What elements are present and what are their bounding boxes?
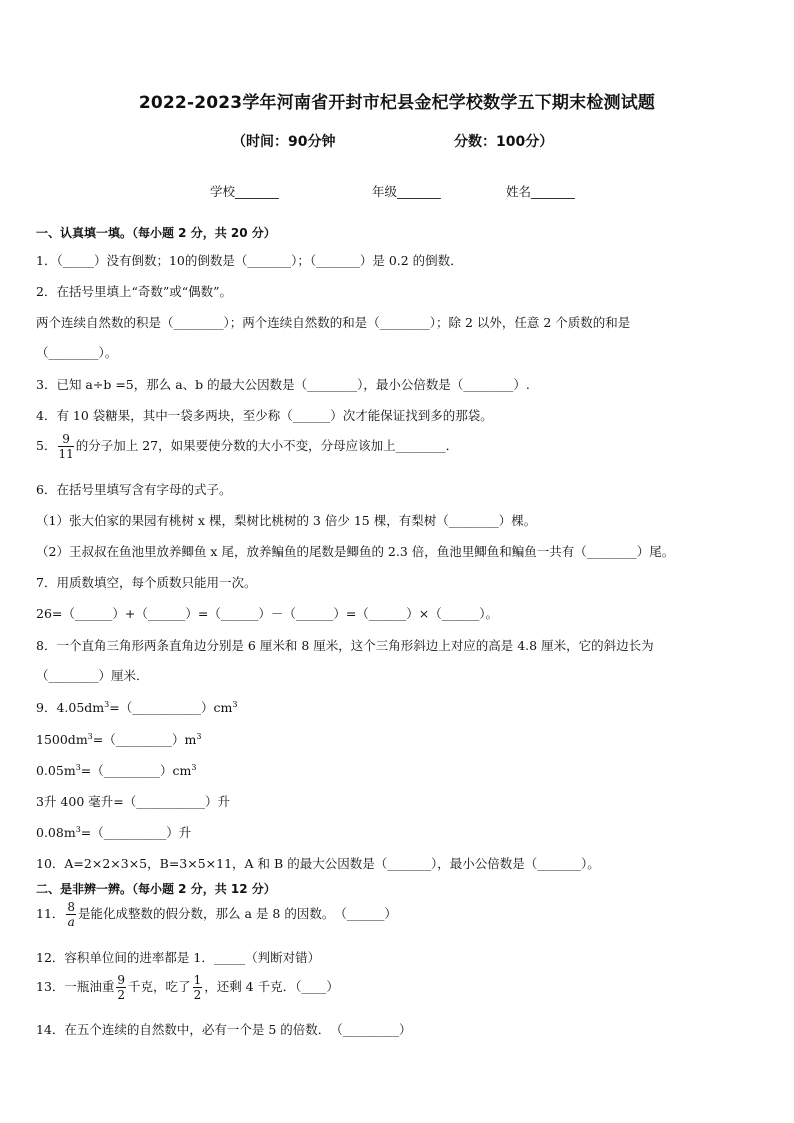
fraction: $\frac{1}{2}$ (193, 973, 202, 1002)
question-9-c: $0.05m^3=(\_\_\_\_\_\_\_\_\_)cm^3$ (36, 762, 197, 778)
score-label: 分数：100分） (454, 134, 554, 150)
question-8: 8．一个直角三角形两条直角边分别是 6 厘米和 8 厘米，这个三角形斜边上对应的高是 4.8 厘米，它的斜边长为 (36, 638, 654, 653)
question-1: 1．（_____）没有倒数；10的倒数是（_______）；（_______）是 0.2 的倒数． (36, 253, 463, 268)
time-label: （时间：90分钟 (232, 134, 336, 150)
question-7-equation: 26=（______）+（______）=（______）－（______）=（______）×（______）。 (36, 606, 499, 621)
question-10: 10．A=2×2×3×5，B=3×5×11，A 和 B 的最大公因数是（_______），最小公倍数是（_______）。 (36, 856, 600, 871)
question-6: 6．在括号里填写含有字母的式子。 (36, 482, 232, 497)
fraction-numerator: 9 (58, 433, 73, 447)
question-2-line-a: 两个连续自然数的积是（________）；两个连续自然数的和是（________）；除 2 以外，任意 2 个质数的和是 (36, 315, 631, 330)
fraction-denominator: 11 (58, 447, 74, 461)
question-2-line-b: （________）。 (36, 345, 118, 360)
question-9-e: $0.08m^3=(\_\_\_\_\_\_\_\_\_\_)$升 (36, 824, 192, 840)
section-1-heading: 一、认真填一填。（每小题 2 分，共 20 分） (36, 226, 276, 240)
question-9-b: $1500dm^3=(\_\_\_\_\_\_\_\_\_)m^3$ (36, 731, 202, 747)
fraction (58, 433, 73, 460)
school-field: 学校_______ (210, 184, 279, 199)
page-title: 2022-2023学年河南省开封市杞县金杞学校数学五下期末检测试题 (138, 93, 656, 113)
question-9-d: 3升 400 毫升=（___________）升 (36, 794, 230, 809)
fraction (66, 901, 76, 928)
fraction: $\frac{9}{2}$ (117, 973, 126, 1002)
question-5 (36, 433, 458, 460)
question-3: 3．已知 a÷b =5，那么 a、b 的最大公因数是（________），最小公倍数是（________）. (36, 377, 530, 392)
question-5-text: 的分子加上 27，如果要使分数的大小不变，分母应该加上________． (75, 438, 459, 453)
question-7: 7．用质数填空，每个质数只能用一次。 (36, 575, 257, 590)
question-12: 12．容积单位间的进率都是 1．_____（判断对错） (36, 950, 321, 965)
question-6-part-2: （2）王叔叔在鱼池里放养鲫鱼 x 尾，放养鳊鱼的尾数是鲫鱼的 2.3 倍，鱼池里鲫鱼和鳊鱼一共有（________）尾。 (36, 544, 675, 559)
question-11-prefix: 11． (36, 906, 65, 921)
question-5-prefix: 5． (36, 438, 57, 453)
grade-field: 年级_______ (372, 184, 441, 199)
name-field: 姓名_______ (506, 184, 575, 199)
fraction-denominator: a (67, 915, 75, 929)
question-6-part-1: （1）张大伯家的果园有桃树 x 棵，梨树比桃树的 3 倍少 15 棵，有梨树（________）棵。 (36, 513, 537, 528)
question-9-a: 9．$4.05dm^3=(\_\_\_\_\_\_\_\_\_\_\_)cm^3$ (36, 699, 238, 715)
question-2: 2．在括号里填上“奇数”或“偶数”。 (36, 284, 233, 299)
question-11 (36, 901, 397, 928)
section-2-heading: 二、是非辨一辨。（每小题 2 分，共 12 分） (36, 882, 276, 896)
question-13: 13．一瓶油重 $\frac{9}{2}$ 千克，吃了 $\frac{1}{2}$ ，还剩 4 千克．（____） (36, 973, 339, 1002)
question-14: 14．在五个连续的自然数中，必有一个是 5 的倍数． （_________） (36, 1022, 412, 1037)
question-8-line-b: （________）厘米． (36, 668, 149, 683)
question-4: 4．有 10 袋糖果，其中一袋多两块，至少称（______）次才能保证找到多的那袋。 (36, 408, 493, 423)
fraction-numerator: 8 (67, 900, 76, 914)
question-11-text: 是能化成整数的假分数，那么 a 是 8 的因数。 （______） (78, 906, 397, 921)
